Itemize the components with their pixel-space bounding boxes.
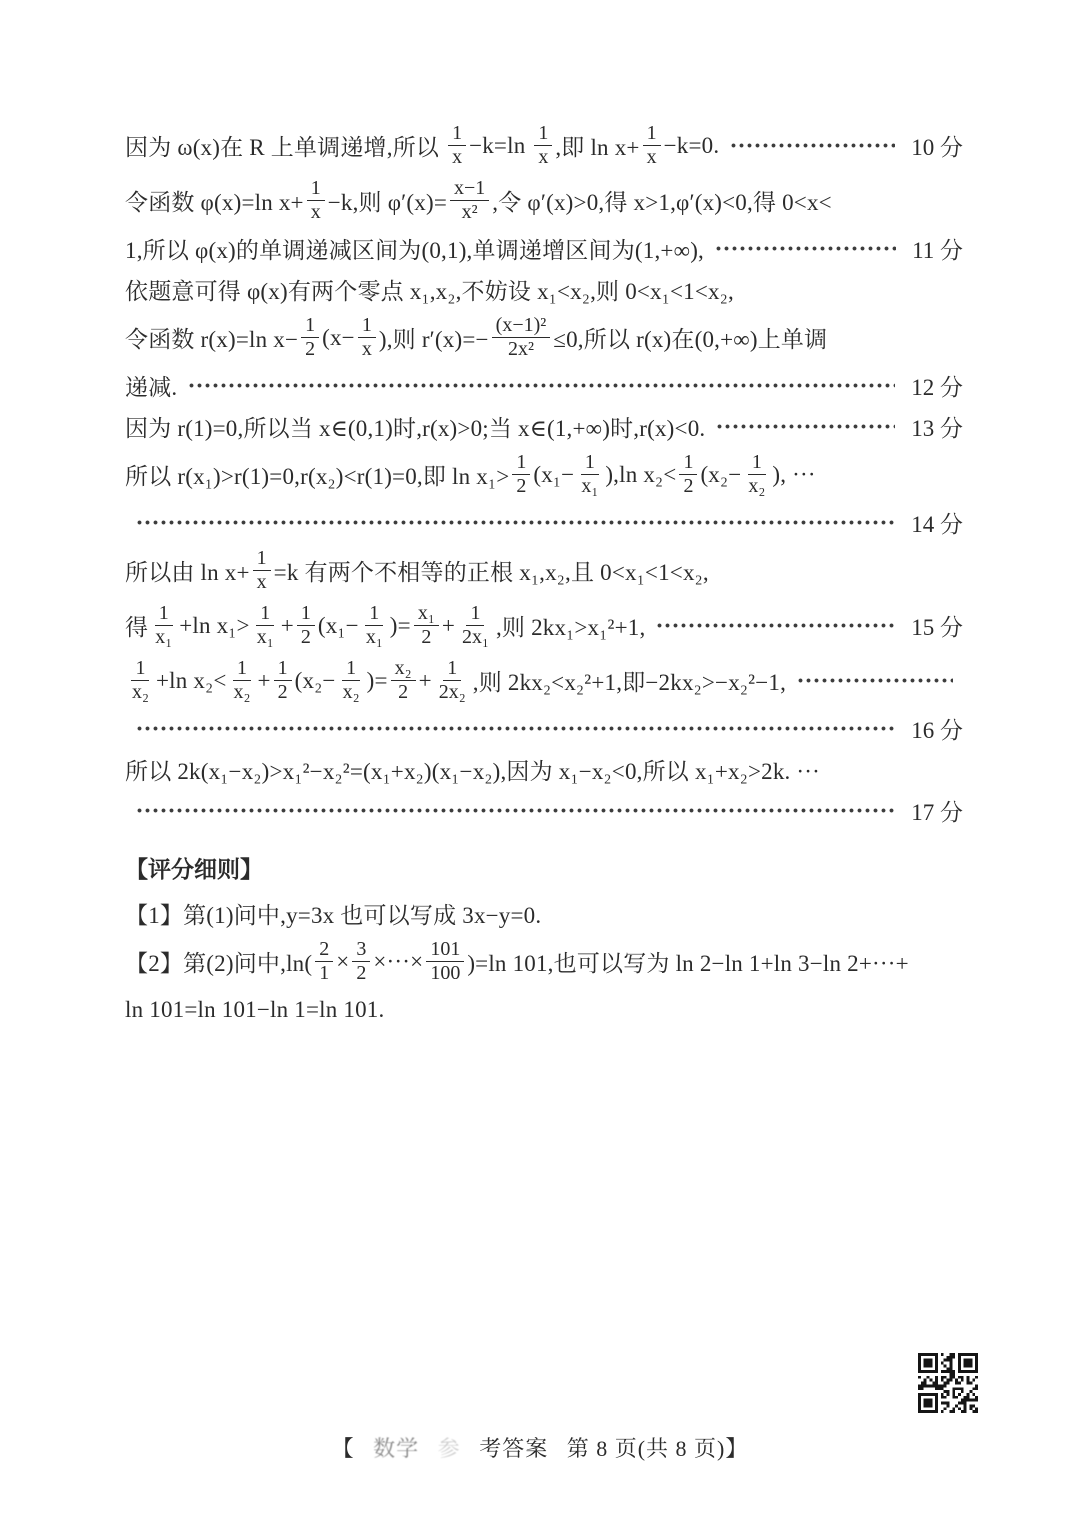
math-text: )= <box>389 612 411 638</box>
fraction: $\frac{1}{x}$ <box>307 173 325 228</box>
fraction: $\frac{101}{100}$ <box>426 934 464 989</box>
math-line <box>125 989 963 1030</box>
math-text: (x₂− <box>700 461 742 487</box>
math-text: ),ln x₂< <box>605 461 677 487</box>
page-footer <box>0 1432 1080 1463</box>
math-text: + <box>257 667 271 693</box>
math-line <box>125 365 963 406</box>
dot-leader <box>657 623 895 628</box>
fraction: $\frac{1}{x}$ <box>643 118 661 173</box>
score-label: 17 分 <box>911 800 963 825</box>
fraction: $\frac{1}{\text{x₂}}$ <box>233 657 251 703</box>
math-line <box>125 447 963 502</box>
math-line <box>125 310 963 365</box>
math-text: =k 有两个不相等的正根 x₁,x₂,且 0<x₁<1<x₂, <box>273 560 709 585</box>
fraction: $\frac{1}{\text{x₁}}$ <box>581 451 599 497</box>
fraction: $\frac{1}{\text{x₁}}$ <box>256 602 274 648</box>
score-label: 16 分 <box>911 718 963 743</box>
math-line <box>125 893 963 934</box>
math-text: 依题意可得 φ(x)有两个零点 x₁,x₂,不妨设 x₁<x₂,则 0<x₁<1<x₂, <box>125 279 734 304</box>
math-text: 【2】第(2)问中,ln( <box>125 951 313 976</box>
dot-leader <box>137 726 895 731</box>
score-label: 11 分 <box>912 238 963 263</box>
math-text: ,则 2kx₂<x₂²+1,即−2kx₂>−x₂²−1, <box>472 670 787 695</box>
math-text: ,即 ln x+ <box>555 135 640 160</box>
math-text: (x₁− <box>317 612 359 638</box>
fraction: $\frac{1}{x}$ <box>448 118 466 173</box>
footer-subject: 数学 <box>373 1436 420 1461</box>
math-text: −k=0. <box>663 132 720 158</box>
score-label: 15 分 <box>911 615 963 640</box>
math-line <box>125 502 963 543</box>
dot-leader <box>798 678 953 683</box>
fraction: $\frac{2}{1}$ <box>315 934 333 989</box>
math-text: + <box>441 612 455 638</box>
fraction: $\frac{3}{2}$ <box>352 934 370 989</box>
fraction: $\frac{1}{x}$ <box>358 310 376 365</box>
math-text: −k=ln <box>469 132 532 158</box>
fraction: $\frac{1}{2}$ <box>679 447 697 502</box>
score-label: 12 分 <box>911 375 963 400</box>
math-text: ln 101=ln 101−ln 1=ln 101. <box>125 996 385 1022</box>
math-line <box>125 653 963 708</box>
math-text: 得 <box>125 615 149 640</box>
fraction: $\frac{1}{\text{2x₂}}$ <box>438 657 466 703</box>
dot-leader <box>137 520 895 525</box>
math-text: )=ln 101,也可以写为 ln 2−ln 1+ln 3−ln 2+···+ <box>467 951 909 976</box>
math-line <box>125 269 963 310</box>
math-text: −k,则 φ′(x)= <box>327 190 448 215</box>
math-text: 【1】第(1)问中,y=3x 也可以写成 3x−y=0. <box>125 903 542 928</box>
math-text: (x− <box>322 324 355 350</box>
math-line <box>125 708 963 749</box>
math-line <box>125 934 963 989</box>
fraction: $\frac{1}{\text{x₁}}$ <box>155 602 173 648</box>
dot-leader <box>716 246 896 251</box>
math-text: ,令 φ′(x)>0,得 x>1,φ′(x)<0,得 0<x< <box>492 190 832 215</box>
score-label: 13 分 <box>911 416 963 441</box>
fraction: $\frac{1}{x}$ <box>253 543 271 598</box>
math-text: +ln x₁> <box>179 612 250 638</box>
math-text: ,则 2kx₁>x₁²+1, <box>495 615 646 640</box>
fraction: $\frac{\text{x₁}}{2}$ <box>414 598 439 653</box>
fraction: $\frac{1}{2}$ <box>297 598 315 653</box>
math-text: 因为 ω(x)在 R 上单调递增,所以 <box>125 135 446 160</box>
score-label: 10 分 <box>911 135 963 160</box>
math-text: ),则 r′(x)=− <box>378 327 489 352</box>
fraction: $\frac{\text{(x−1)²}}{\text{2x²}}$ <box>492 310 551 365</box>
math-text: 所以 r(x₁)>r(1)=0,r(x₂)<r(1)=0,即 ln x₁> <box>125 464 510 489</box>
math-text: (x₂− <box>294 667 336 693</box>
math-text: (x₁− <box>533 461 575 487</box>
math-line <box>125 228 963 269</box>
math-text: )= <box>366 667 388 693</box>
fraction: $\frac{1}{2}$ <box>274 653 292 708</box>
dot-leader <box>137 808 895 813</box>
math-line <box>125 173 963 228</box>
math-line <box>125 598 963 653</box>
dot-leader <box>731 143 895 148</box>
math-text: 1,所以 φ(x)的单调递减区间为(0,1),单调递增区间为(1,+∞), <box>125 238 704 263</box>
fraction: $\frac{1}{\text{2x₁}}$ <box>461 602 489 648</box>
footer-faded-char: 参 <box>437 1436 461 1461</box>
math-text: + <box>280 612 294 638</box>
math-text: 递减. <box>125 375 178 400</box>
dot-leader <box>717 424 895 429</box>
math-line <box>125 406 963 447</box>
fraction: $\frac{1}{x}$ <box>534 118 552 173</box>
math-line <box>125 790 963 831</box>
score-label: 14 分 <box>911 512 963 537</box>
math-text: + <box>418 667 432 693</box>
math-text: ), ··· <box>772 461 816 487</box>
footer-label: 考答案 <box>479 1436 549 1461</box>
math-text: 所以 2k(x₁−x₂)>x₁²−x₂²=(x₁+x₂)(x₁−x₂),因为 x₁−x₂<0,所以 x₁+x₂>2k. ··· <box>125 759 821 784</box>
fraction: $\frac{1}{\text{x₂}}$ <box>132 657 149 703</box>
qr-code-icon <box>918 1352 978 1414</box>
math-line <box>125 118 963 173</box>
fraction: $\frac{1}{\text{x₂}}$ <box>342 657 360 703</box>
math-text: 令函数 φ(x)=ln x+ <box>125 190 304 215</box>
fraction: $\frac{1}{2}$ <box>301 310 319 365</box>
fraction: $\frac{x-1}{\text{x²}}$ <box>450 173 489 228</box>
dot-leader <box>189 383 895 388</box>
footer-page-info: 第 8 页(共 8 页)】 <box>566 1436 749 1461</box>
footer-bracket-left: 【 <box>331 1436 355 1461</box>
solution-section <box>125 118 963 831</box>
rubric-heading: 【评分细则】 <box>125 856 263 882</box>
math-line <box>125 749 963 790</box>
rubric-section <box>125 893 963 1030</box>
math-text: × <box>336 948 350 974</box>
math-text: +ln x₂< <box>155 667 227 693</box>
math-text: 因为 r(1)=0,所以当 x∈(0,1)时,r(x)>0;当 x∈(1,+∞)时,r(x)<0. <box>125 416 706 441</box>
fraction: $\frac{\text{x₂}}{2}$ <box>391 653 416 708</box>
math-text: 令函数 r(x)=ln x− <box>125 327 299 352</box>
math-text: ×···× <box>373 948 424 974</box>
fraction: $\frac{1}{\text{x₂}}$ <box>748 451 766 497</box>
math-line <box>125 543 963 598</box>
math-text: ≤0,所以 r(x)在(0,+∞)上单调 <box>553 327 828 352</box>
fraction: $\frac{1}{2}$ <box>512 447 530 502</box>
fraction: $\frac{1}{\text{x₁}}$ <box>365 602 383 648</box>
math-text: 所以由 ln x+ <box>125 560 250 585</box>
